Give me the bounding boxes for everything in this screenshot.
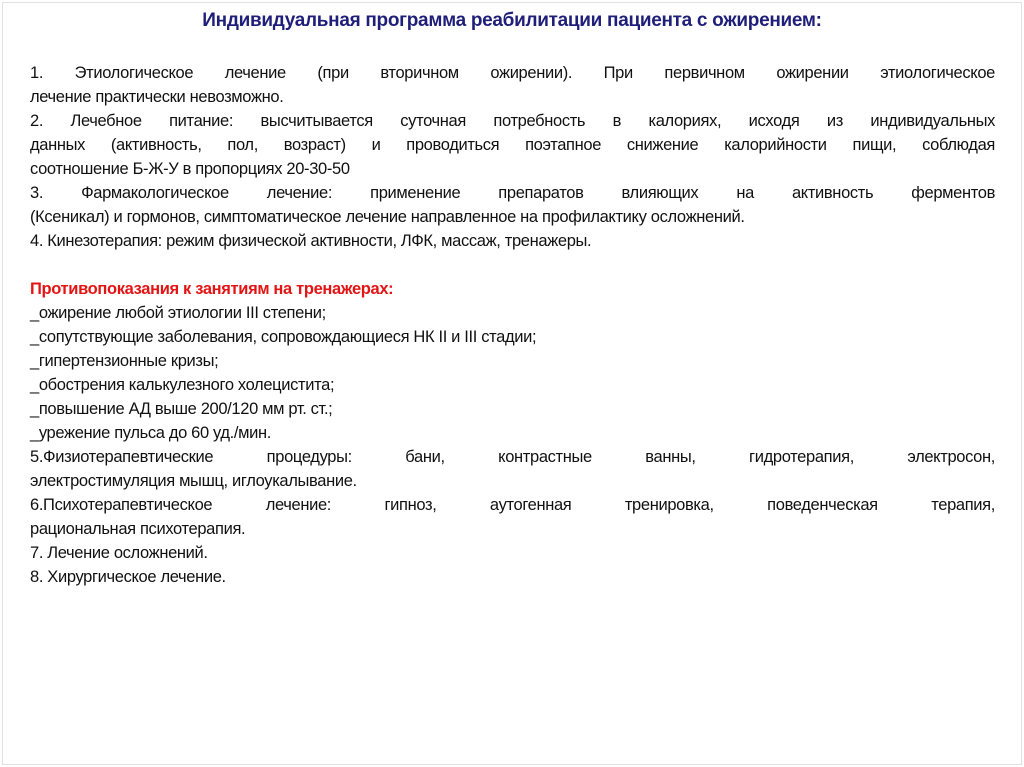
contraindication-item: _повышение АД выше 200/120 мм рт. ст.;: [30, 400, 333, 418]
contraindications-section: [30, 277, 995, 445]
text-line: 1. Этиологическое лечение (при вторичном ожирении). При первичном ожирении этиологическое: [30, 64, 995, 82]
contraindication-item: _сопутствующие заболевания, сопровождающиеся НК II и III стадии;: [30, 328, 537, 346]
text-line: 2. Лечебное питание: высчитывается суточная потребность в калориях, исходя из индивидуальных: [30, 112, 995, 130]
item-nutrition: [30, 109, 995, 181]
contraindication-item: _урежение пульса до 60 уд./мин.: [30, 424, 272, 442]
text-line: данных (активность, пол, возраст) и проводиться поэтапное снижение калорийности пищи, соблюдая: [30, 136, 995, 154]
item-complications: 7. Лечение осложнений.: [30, 544, 208, 562]
contraindication-item: _ожирение любой этиологии III степени;: [30, 304, 326, 322]
text-line: 4. Кинезотерапия: режим физической активности, ЛФК, массаж, тренажеры.: [30, 232, 592, 250]
contraindication-item: _гипертензионные кризы;: [30, 352, 219, 370]
text-line: 5.Физиотерапевтические процедуры: бани, контрастные ванны, гидротерапия, электросон,: [30, 448, 995, 466]
text-line: лечение практически невозможно.: [30, 88, 284, 106]
text-line: электростимуляция мышц, иглоукалывание.: [30, 472, 357, 490]
item-psychotherapy: [30, 493, 995, 541]
text-line: 3. Фармакологическое лечение: применение препаратов влияющих на активность ферментов: [30, 184, 995, 202]
item-physiotherapy: [30, 445, 995, 493]
slide-body: [30, 61, 995, 589]
item-surgery: 8. Хирургическое лечение.: [30, 568, 226, 586]
text-line: 6.Психотерапевтическое лечение: гипноз, аутогенная тренировка, поведенческая терапия,: [30, 496, 995, 514]
item-etiological: [30, 61, 995, 109]
text-line: соотношение Б-Ж-У в пропорциях 20-30-50: [30, 160, 350, 178]
contraindication-item: _обострения калькулезного холецистита;: [30, 376, 335, 394]
slide-title: Индивидуальная программа реабилитации пациента с ожирением:: [202, 10, 822, 31]
item-pharmacological: [30, 181, 995, 229]
text-line: рациональная психотерапия.: [30, 520, 246, 538]
text-line: (Ксеникал) и гормонов, симптоматическое лечение направленное на профилактику осложнений.: [30, 208, 745, 226]
contraindications-heading: Противопоказания к занятиям на тренажерах:: [30, 280, 394, 298]
item-kinesitherapy: [30, 229, 995, 253]
